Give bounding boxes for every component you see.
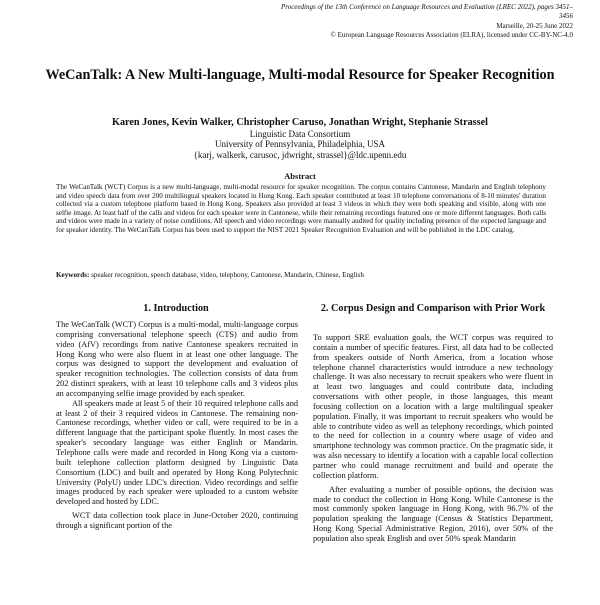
keywords-line bbox=[56, 271, 546, 279]
paper-title: WeCanTalk: A New Multi-language, Multi-modal Resource for Speaker Recognition bbox=[45, 67, 555, 83]
section-heading-corpus-design: 2. Corpus Design and Comparison with Prior Work bbox=[320, 303, 546, 314]
intro-paragraph-2: All speakers made at least 5 of their 10 required telephone calls and at least 2 of their 3 required videos in Cantonese. The remaining non-Cantonese recordings, whether video or call, were required to be in a different language that the participant spoke fluently. In most cases the speaker's secondary language was either English or Mandarin. Telephone calls were made and recorded in Hong Kong via a custom-built telephone collection platform designed by Linguistic Data Consortium (LDC) and built and operated by Hong Kong Polytechnic University (PolyU) under LDC's direction. Video recordings and selfie images produced by each speaker were uploaded to a custom website developed and hosted by LDC. bbox=[56, 398, 298, 507]
corpus-paragraph-2: After evaluating a number of possible options, the decision was made to conduct the collection in Hong Kong. While Cantonese is the most commonly spoken language in Hong Kong, with 96.7% of the population speaking the language (Census & Statistics Department, Hong Kong Special Administrative Region, 2016), over 50% of the population also speak English and over 50% speak Mandarin bbox=[313, 484, 553, 543]
abstract-body: The WeCanTalk (WCT) Corpus is a new multi-language, multi-modal resource for speaker recognition. The corpus contains Cantonese, Mandarin and English telephony and video speech data from over 200 multilingual speakers located in Hong Kong. Each speaker contributed at least 10 telephone conversations of 8-10 minutes' duration collected via a custom telephone platform based in Hong Kong. Speakers also provided at least 3 videos in which they were both speaking and visible, along with one selfie image. At least half of the calls and videos for each speaker were in Cantonese, while their remaining recordings featured one or more different languages. Both calls and videos were made in a variety of noise conditions. All speech and video recordings were manually audited for quality including presence of the expected language and for speaker identity. The WeCanTalk Corpus has been used to support the NIST 2021 Speaker Recognition Evaluation and will be published in the LDC catalog. bbox=[56, 183, 546, 234]
right-column bbox=[313, 333, 553, 605]
keywords-label: Keywords: bbox=[56, 271, 90, 279]
intro-paragraph-3: WCT data collection took place in June-October 2020, continuing through a significant portion of the bbox=[56, 511, 298, 530]
abstract-heading: Abstract bbox=[284, 171, 316, 181]
header-location-line: Marseille, 20-25 June 2022 bbox=[496, 21, 573, 30]
author-list: Karen Jones, Kevin Walker, Christopher Caruso, Jonathan Wright, Stephanie Strassel bbox=[112, 117, 488, 128]
affiliation-org: Linguistic Data Consortium bbox=[249, 129, 351, 139]
affiliation-block bbox=[40, 129, 560, 160]
affiliation-university: University of Pennsylvania, Philadelphia, USA bbox=[215, 139, 385, 150]
left-column bbox=[56, 320, 298, 605]
section-heading-introduction: 1. Introduction bbox=[143, 303, 209, 314]
header-proceedings-line: Proceedings of the 13th Conference on Language Resources and Evaluation (LREC 2022), pages 3451–3456 bbox=[280, 3, 573, 21]
keywords-text: speaker recognition, speech database, video, telephony, Cantonese, Mandarin, Chinese, English bbox=[91, 271, 364, 279]
header-license-line: © European Language Resources Association (ELRA), licensed under CC-BY-NC-4.0 bbox=[330, 30, 573, 39]
corpus-paragraph-1: To support SRE evaluation goals, the WCT corpus was required to contain a number of specific features. First, all data had to be collected from speakers outside of North America, from a location whose telephone channel characteristics would introduce a new technology challenge. It was also necessary to recruit speakers who were fluent in at least two languages and could contribute data, including conversations with other people, in those languages, this meant focusing collection on a location with a large multilingual speaker population. Finally, it was important to recruit speakers who would be able to contribute video as well as telephony recordings, which pointed to the need for collection in a country where usage of video and smartphone technology was common practice. On the pragmatic side, it was also necessary to identify a location with a capable local collection partner who could manage recruitment and build and operate the collection platform. bbox=[313, 333, 553, 480]
affiliation-emails: {karj, walkerk, carusoc, jdwright, strassel}@ldc.upenn.edu bbox=[193, 149, 407, 160]
intro-paragraph-1: The WeCanTalk (WCT) Corpus is a multi-modal, multi-language corpus comprising conversational telephone speech (CTS) and audio from video (AfV) recordings from native Cantonese speakers recruited in Hong Kong who were also fluent in at least one other language. The corpus was designed to support the development and evaluation of speaker recognition technologies. The collection consists of data from 202 distinct speakers, with at least 10 telephone calls and 3 videos plus an accompanying selfie image provided by each speaker. bbox=[56, 320, 298, 398]
proceedings-header bbox=[273, 3, 573, 40]
